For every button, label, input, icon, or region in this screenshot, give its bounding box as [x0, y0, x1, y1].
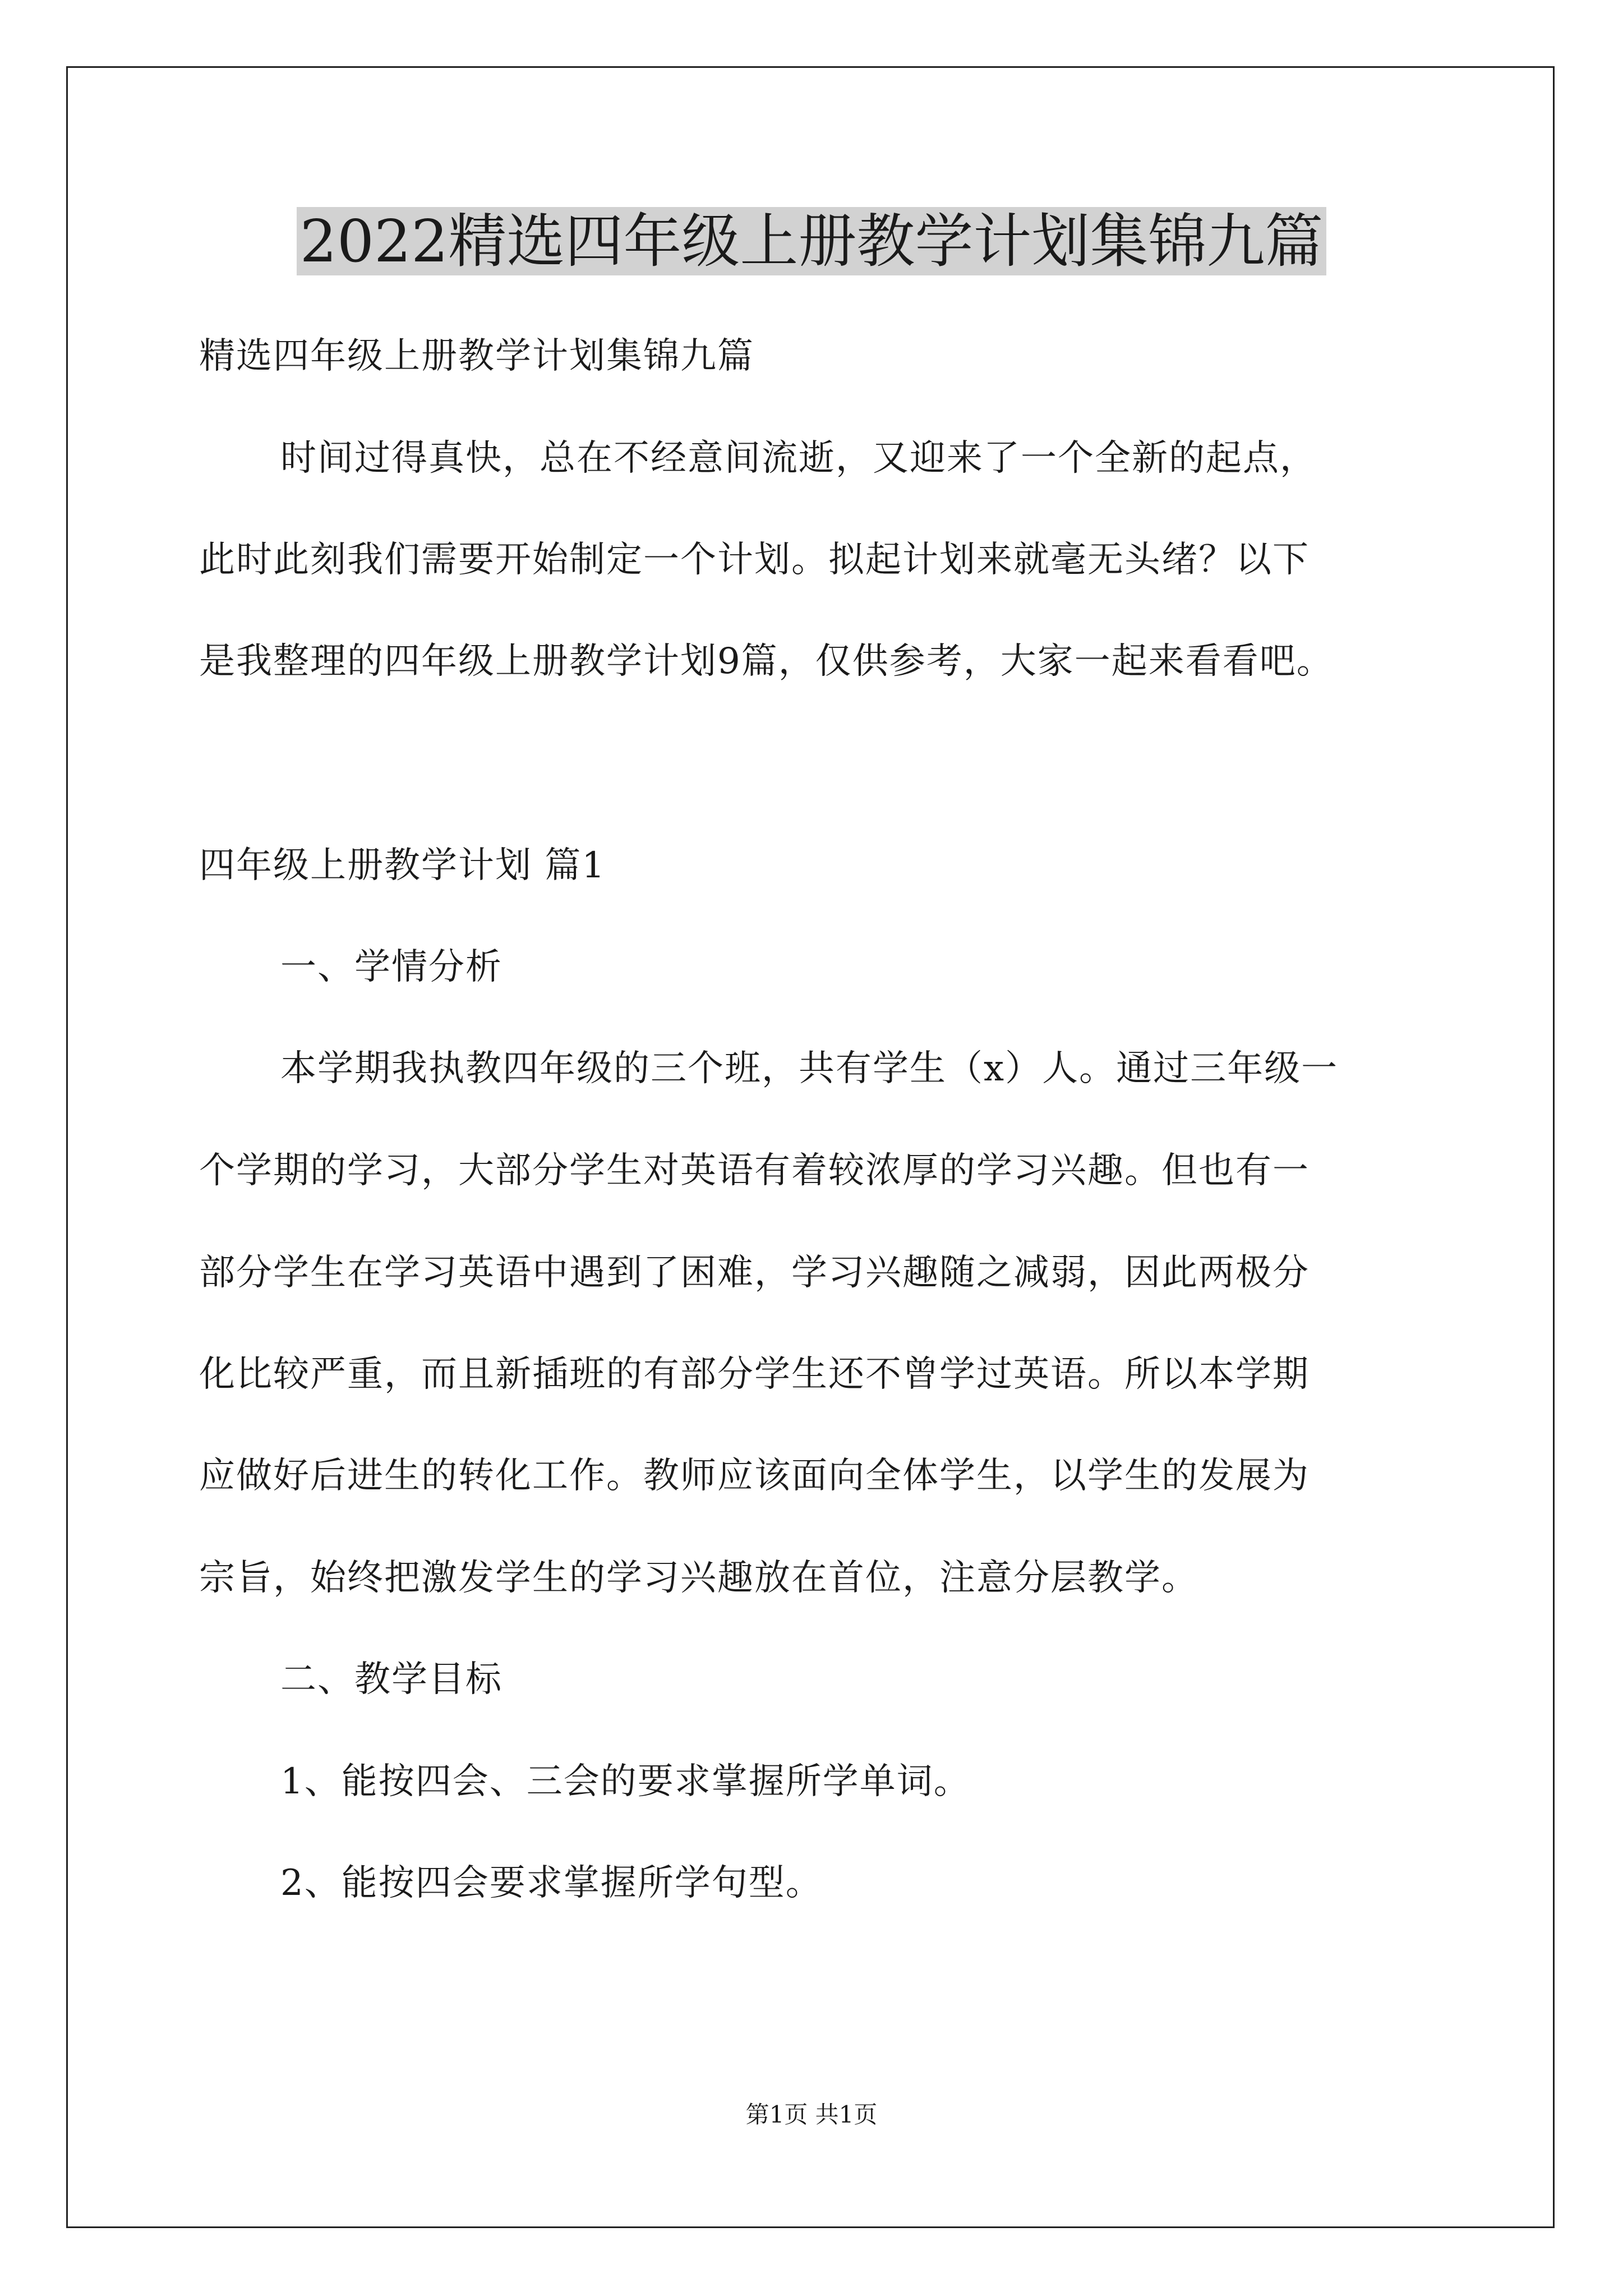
page-footer: 第1页 共1页 [745, 2101, 878, 2128]
paragraph-line: 部分学生在学习英语中遇到了困难，学习兴趣随之减弱，因此两极分 [199, 1252, 1310, 1294]
paragraph-line: 宗旨，始终把激发学生的学习兴趣放在首位，注意分层教学。 [199, 1557, 1198, 1599]
paragraph-line: 个学期的学习，大部分学生对英语有着较浓厚的学习兴趣。但也有一 [199, 1150, 1310, 1191]
goal-item: 1、能按四会、三会的要求掌握所学单词。 [280, 1761, 971, 1802]
document-title [0, 199, 1623, 283]
paragraph-line: 化比较严重，而且新插班的有部分学生还不曾学过英语。所以本学期 [199, 1354, 1310, 1395]
paragraph-line: 应做好后进生的转化工作。教师应该面向全体学生，以学生的发展为 [199, 1455, 1310, 1497]
section-title: 四年级上册教学计划 篇1 [199, 845, 606, 886]
intro-line: 是我整理的四年级上册教学计划9篇，仅供参考，大家一起来看看吧。 [199, 641, 1334, 682]
document-title-text: 2022精选四年级上册教学计划集锦九篇 [297, 207, 1327, 275]
intro-line: 此时此刻我们需要开始制定一个计划。拟起计划来就毫无头绪？以下 [199, 539, 1310, 581]
intro-line: 时间过得真快，总在不经意间流逝，又迎来了一个全新的起点， [280, 438, 1317, 479]
heading-teaching-goals: 二、教学目标 [280, 1659, 502, 1700]
heading-learning-analysis: 一、学情分析 [280, 946, 502, 988]
document-subtitle: 精选四年级上册教学计划集锦九篇 [199, 335, 754, 377]
goal-item: 2、能按四会要求掌握所学句型。 [280, 1862, 823, 1904]
paragraph-line: 本学期我执教四年级的三个班，共有学生（x）人。通过三年级一 [280, 1048, 1339, 1089]
